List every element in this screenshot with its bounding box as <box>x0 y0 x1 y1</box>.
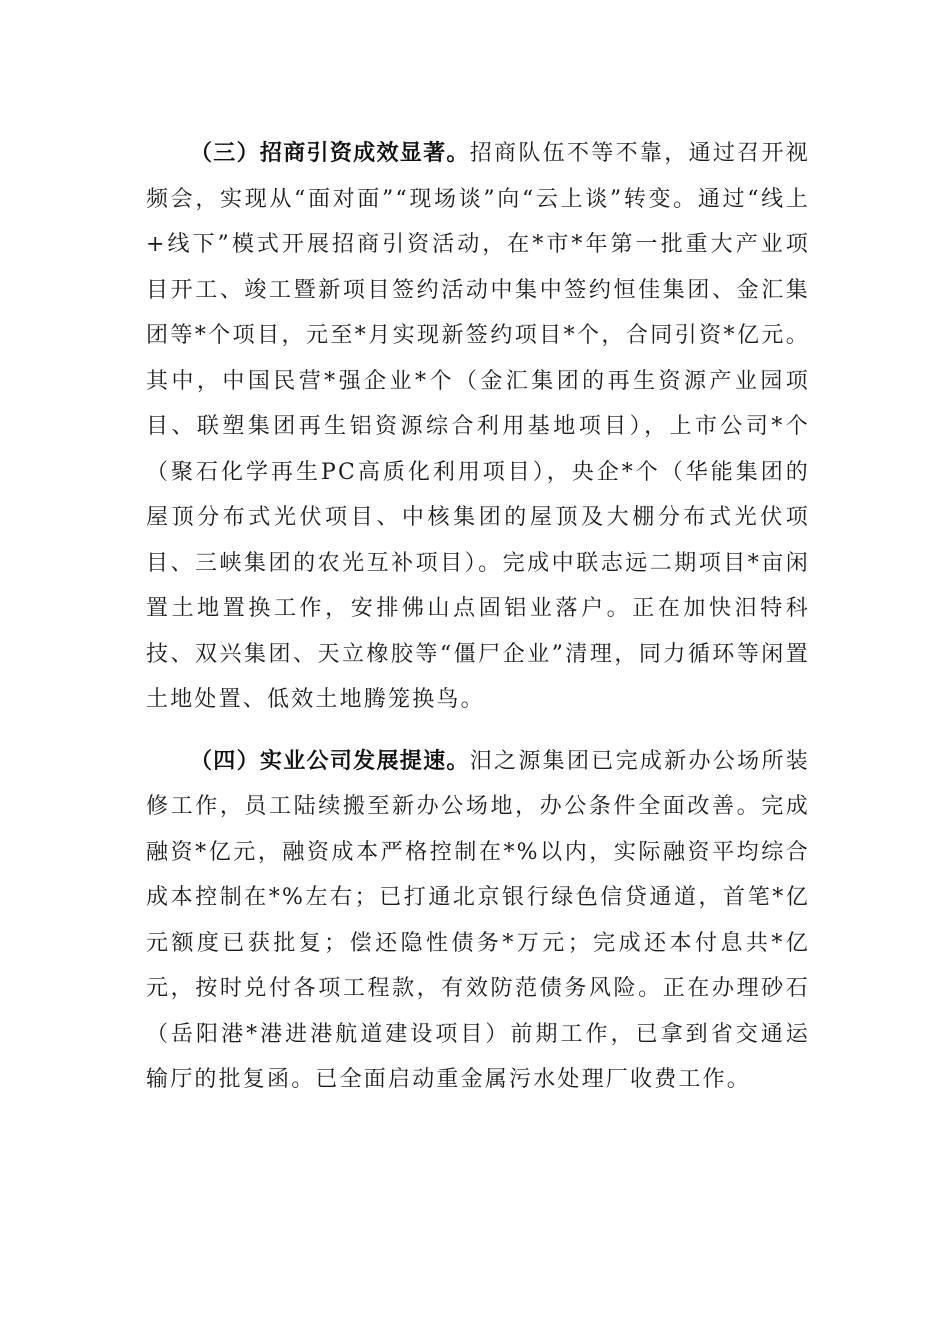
section-text-investment: 招商队伍不等不靠，通过召开视频会，实现从“面对面”“现场谈”向“云上谈”转变。通过“线上+线下”模式开展招商引资活动，在*市*年第一批重大产业项目开工、竣工暨新项目签约活动中集中签约恒佳集团、金汇集团等*个项目，元至*月实现新签约项目*个，合同引资*亿元。其中，中国民营*强企业*个（金汇集团的再生资源产业园项目、联塑集团再生铝资源综合利用基地项目），上市公司*个（聚石化学再生PC高质化利用项目），央企*个（华能集团的屋顶分布式光伏项目、中核集团的屋顶及大棚分布式光伏项目、三峡集团的农光互补项目）。完成中联志远二期项目*亩闲置土地置换工作，安排佛山点固铝业落户。正在加快汨特科技、双兴集团、天立橡胶等“僵尸企业”清理，同力循环等闲置土地处置、低效土地腾笼换鸟。 <box>146 141 810 712</box>
section-paragraph-enterprise <box>146 739 810 1103</box>
section-paragraph-investment <box>146 131 810 723</box>
document-body <box>146 131 810 1103</box>
section-heading-enterprise: （四）实业公司发展提速。 <box>190 748 470 774</box>
section-heading-investment: （三）招商引资成效显著。 <box>190 141 470 166</box>
section-text-enterprise: 汨之源集团已完成新办公场所装修工作，员工陆续搬至新办公场地，办公条件全面改善。完成融资*亿元，融资成本严格控制在*%以内，实际融资平均综合成本控制在*%左右；已打通北京银行绿色信贷通道，首笔*亿元额度已获批复；偿还隐性债务*万元；完成还本付息共*亿元，按时兑付各项工程款，有效防范债务风险。正在办理砂石（岳阳港*港进港航道建设项目）前期工作，已拿到省交通运输厅的批复函。已全面启动重金属污水处理厂收费工作。 <box>146 748 810 1092</box>
